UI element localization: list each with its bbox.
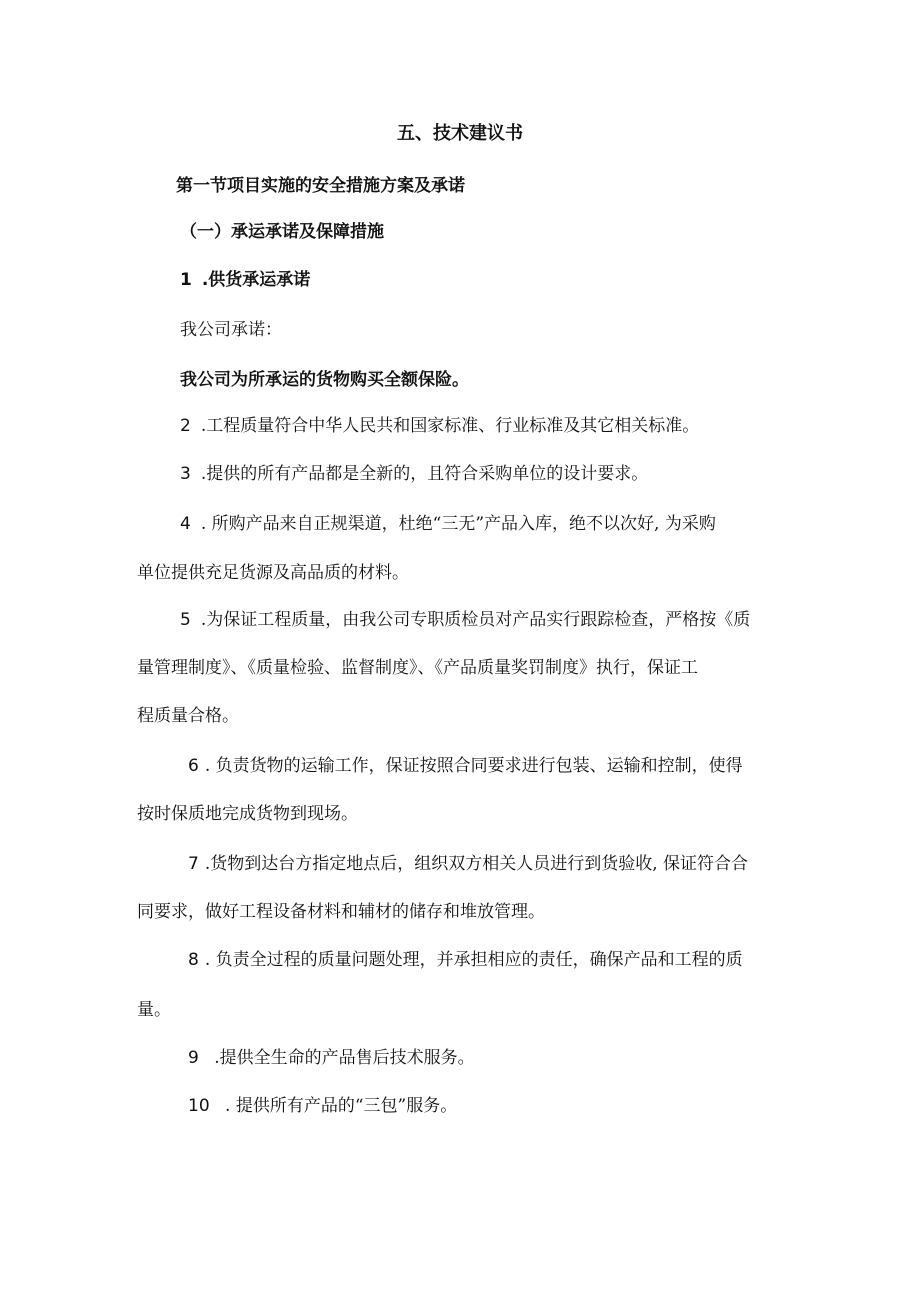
item-number: 2 — [180, 416, 191, 436]
item-number: 6 — [188, 756, 199, 776]
item-text: .为保证工程质量，由我公司专职质检员对产品实行跟踪检查，严格按《质 — [200, 610, 751, 630]
item-number: 4 — [180, 514, 191, 534]
document-title: 五、技术建议书 — [397, 123, 523, 144]
item-text: . 所购产品来自正规渠道，杜绝“三无”产品入库，绝不以次好, 为采购 — [200, 514, 716, 534]
item-number: 3 — [180, 464, 191, 484]
list-item — [188, 1094, 457, 1118]
item-text: . 提供所有产品的“三包”服务。 — [219, 1096, 458, 1116]
list-item-continuation: 按时保质地完成货物到现场。 — [137, 804, 358, 824]
list-item-continuation: 量。 — [137, 1000, 171, 1020]
item-number: 8 — [188, 950, 199, 970]
item-text: .提供全生命的产品售后技术服务。 — [208, 1048, 475, 1068]
item-text: . 负责全过程的质量问题处理，并承担相应的责任，确保产品和工程的质 — [204, 950, 743, 970]
list-item — [180, 512, 716, 536]
list-item-continuation: 单位提供充足货源及高品质的材料。 — [137, 563, 409, 583]
item-text: .提供的所有产品都是全新的，且符合采购单位的设计要求。 — [200, 464, 649, 484]
item-number: 7 — [188, 854, 199, 874]
promise-intro: 我公司承诺： — [180, 320, 282, 340]
subsection-heading: （一）承运承诺及保障措施 — [180, 222, 384, 242]
list-item-continuation: 量管理制度》、《质量检验、监督制度》、《产品质量奖罚制度》执行，保证工 — [137, 658, 698, 678]
list-item — [180, 414, 699, 438]
item-number: 10 — [188, 1096, 210, 1116]
list-item — [188, 1046, 475, 1070]
insurance-statement: 我公司为所承运的货物购买全额保险。 — [180, 370, 469, 390]
item-1-heading — [180, 268, 310, 292]
item-text: . 负责货物的运输工作，保证按照合同要求进行包装、运输和控制，使得 — [204, 756, 743, 776]
item-number: 5 — [180, 610, 191, 630]
item-text: .货物到达台方指定地点后，组织双方相关人员进行到货验收, 保证符合合 — [204, 854, 749, 874]
item-text: .供货承运承诺 — [201, 270, 311, 290]
list-item — [188, 852, 748, 876]
list-item — [188, 948, 743, 972]
list-item-continuation: 程质量合格。 — [137, 706, 239, 726]
list-item-continuation: 同要求，做好工程设备材料和辅材的储存和堆放管理。 — [137, 902, 545, 922]
list-item — [180, 462, 648, 486]
list-item — [180, 608, 750, 632]
item-number: 9 — [188, 1048, 199, 1068]
section-heading: 第一节项目实施的安全措施方案及承诺 — [176, 176, 465, 196]
item-number: 1 — [180, 270, 192, 290]
list-item — [188, 754, 743, 778]
item-text: .工程质量符合中华人民共和国家标准、行业标准及其它相关标准。 — [200, 416, 700, 436]
